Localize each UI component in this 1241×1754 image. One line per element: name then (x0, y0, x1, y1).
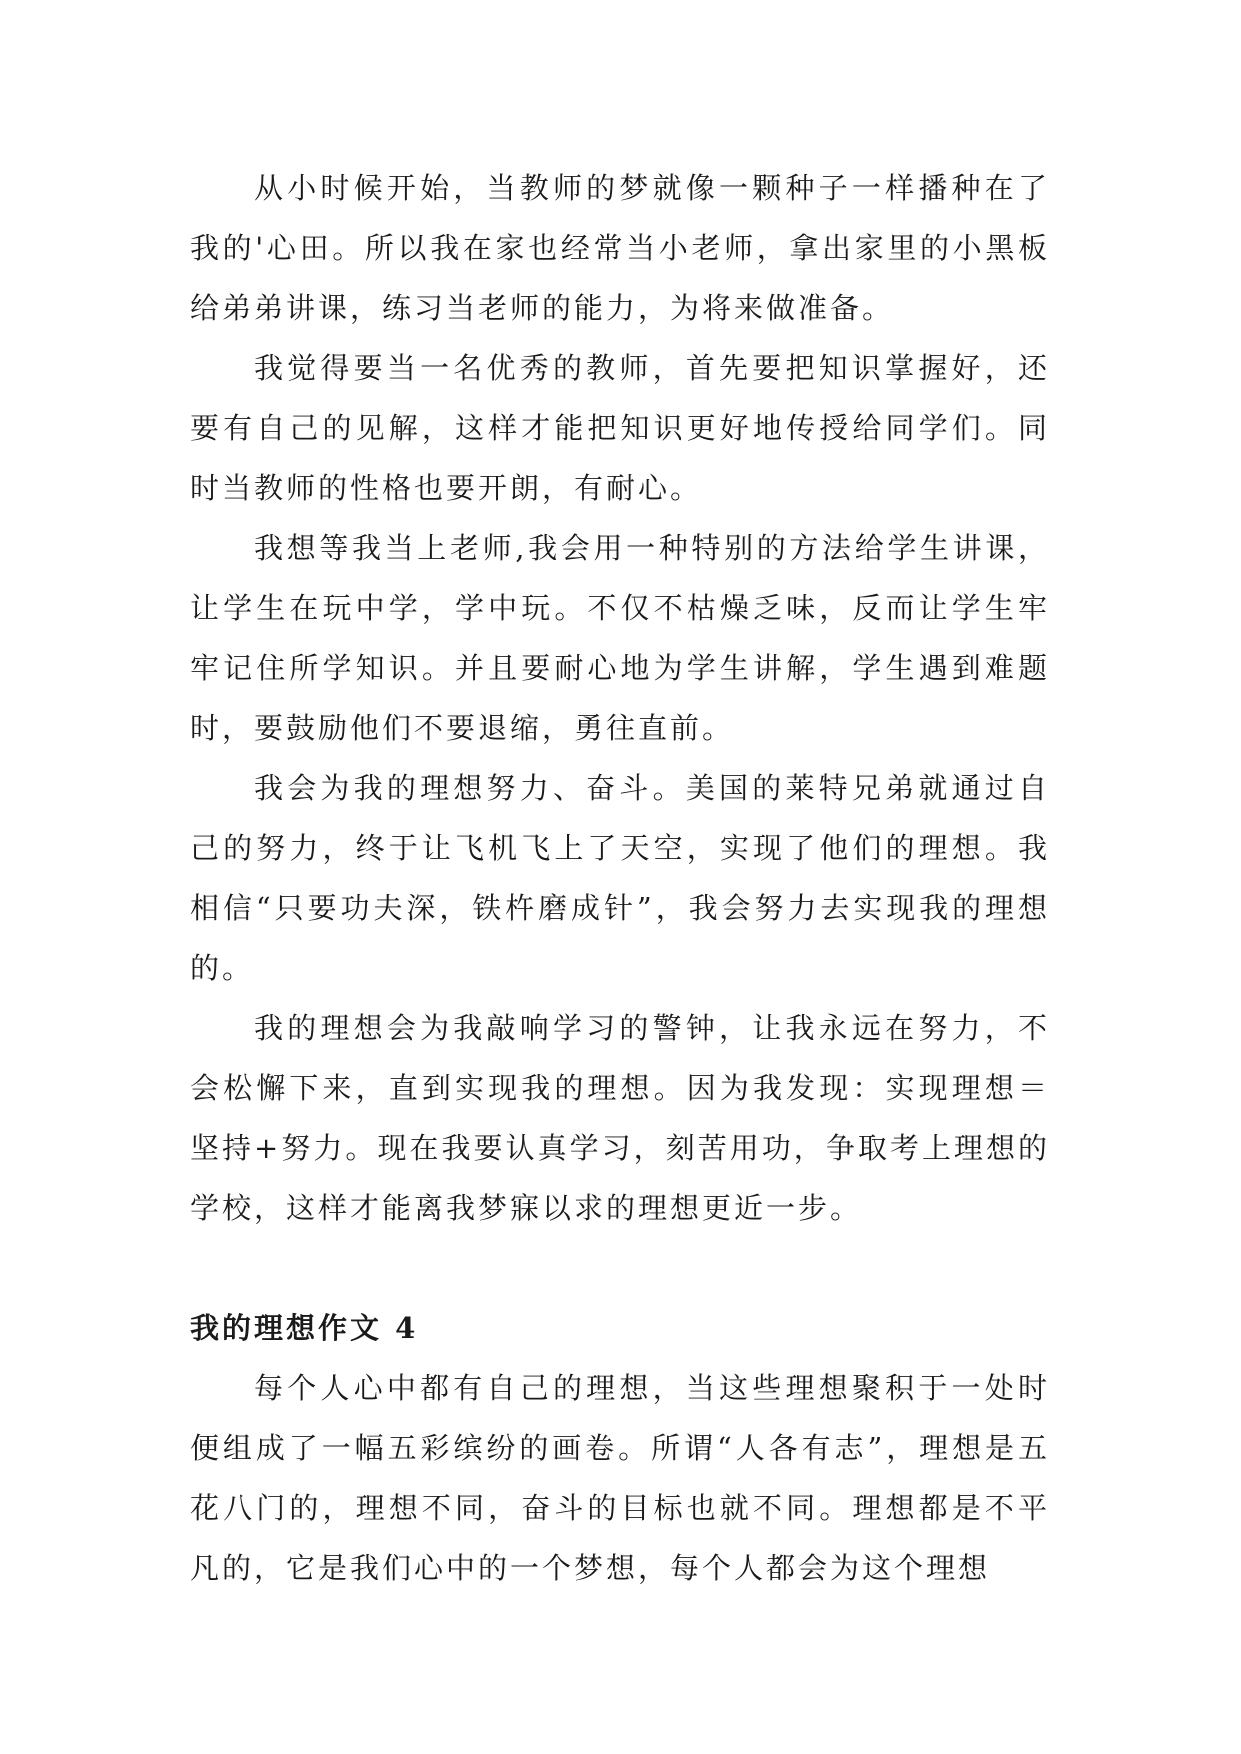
section-heading: 我的理想作文 4 (190, 1311, 419, 1345)
document-body (190, 158, 1050, 1598)
paragraph: 我觉得要当一名优秀的教师，首先要把知识掌握好，还要有自己的见解，这样才能把知识更好地传授给同学们。同时当教师的性格也要开朗，有耐心。 (190, 351, 1050, 505)
paragraph: 我的理想会为我敲响学习的警钟，让我永远在努力，不会松懈下来，直到实现我的理想。因为我发现：实现理想＝坚持+努力。现在我要认真学习，刻苦用功，争取考上理想的学校，这样才能离我梦寐以求的理想更近一步。 (190, 1011, 1050, 1225)
paragraph: 我会为我的理想努力、奋斗。美国的莱特兄弟就通过自己的努力，终于让飞机飞上了天空，实现了他们的理想。我相信“只要功夫深，铁杵磨成针”，我会努力去实现我的理想的。 (190, 771, 1050, 985)
paragraph: 我想等我当上老师,我会用一种特别的方法给学生讲课，让学生在玩中学，学中玩。不仅不枯燥乏味，反而让学生牢牢记住所学知识。并且要耐心地为学生讲解，学生遇到难题时，要鼓励他们不要退缩，勇往直前。 (190, 531, 1050, 745)
paragraph: 从小时候开始，当教师的梦就像一颗种子一样播种在了我的'心田。所以我在家也经常当小老师，拿出家里的小黑板给弟弟讲课，练习当老师的能力，为将来做准备。 (190, 171, 1050, 325)
paragraph: 每个人心中都有自己的理想，当这些理想聚积于一处时便组成了一幅五彩缤纷的画卷。所谓“人各有志”，理想是五花八门的，理想不同，奋斗的目标也就不同。理想都是不平凡的，它是我们心中的一个梦想，每个人都会为这个理想 (190, 1371, 1050, 1585)
